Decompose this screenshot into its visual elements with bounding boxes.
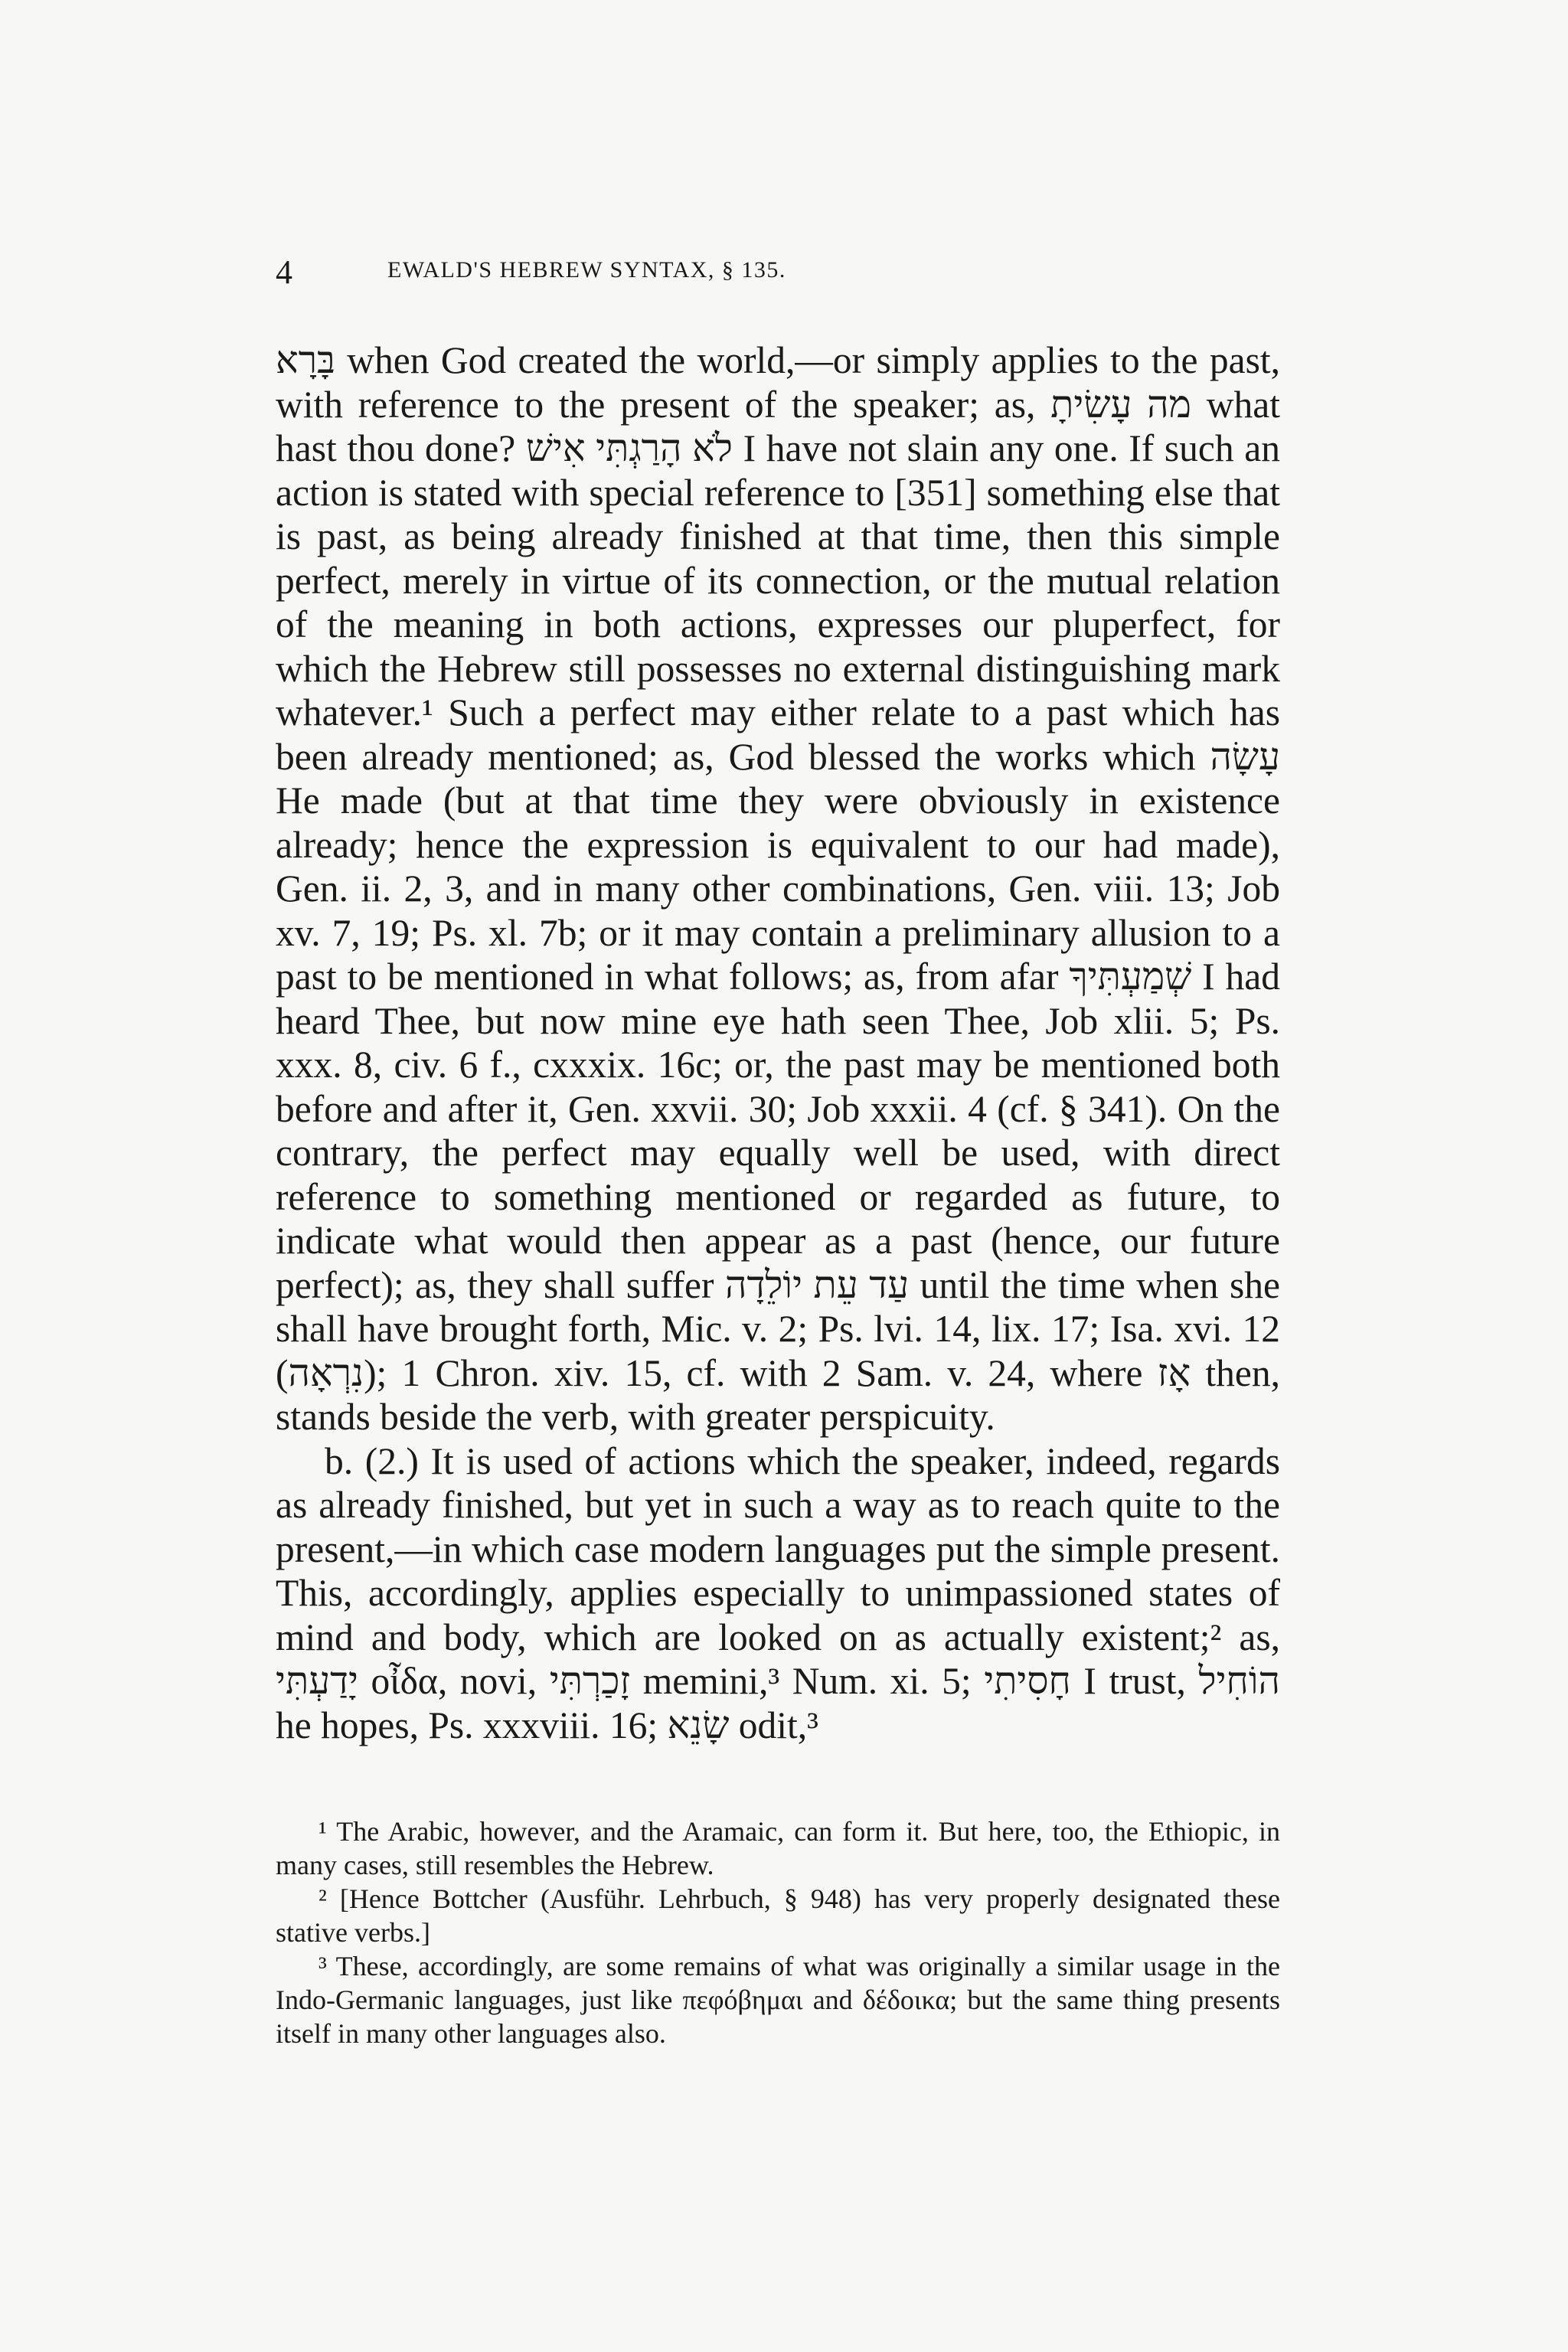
paragraph-a: בָּרָא when God created the world,—or simply applies to the past, with reference to the present of the speaker; as, מה עָשִׂיתָ what hast thou done? לֹא הָרַגְתִּי אִישׁ I have not slain any one. If such an action is stated with special reference to [351] something else that is past, as being already finished at that time, then this simple perfect, merely in virtue of its connection, or the mutual relation of the meaning in both actions, expresses our pluperfect, for which the Hebrew still possesses no external distinguishing mark whatever.¹ Such a perfect may either relate to a past which has been already mentioned; as, God blessed the works which עָשָׂה He made (but at that time they were obviously in existence already; hence the expression is equivalent to our had made), Gen. ii. 2, 3, and in many other combinations, Gen. viii. 13; Job xv. 7, 19; Ps. xl. 7b; or it may contain a preliminary allusion to a past to be mentioned in what follows; as, from afar שְׁמַעְתִּיךָ I had heard Thee, but now mine eye hath seen Thee, Job xlii. 5; Ps. xxx. 8, civ. 6 f., cxxxix. 16c; or, the past may be mentioned both before and after it, Gen. xxvii. 30; Job xxxii. 4 (cf. § 341). On the contrary, the perfect may equally well be used, with direct reference to something mentioned or regarded as future, to indicate what would then appear as a past (hence, our future perfect); as, they shall suffer עַד עֵת יוֹלֵדָה until the time when she shall have brought forth, Mic. v. 2; Ps. lvi. 14, lix. 17; Isa. xvi. 12 (נִרְאָה); 1 Chron. xiv. 15, cf. with 2 Sam. v. 24, where אָז then, stands beside the verb, with greater perspicuity.	[276, 339, 1280, 1438]
footnote-3: ³ These, accordingly, are some remains of what was originally a similar usage in the Indo-Germanic languages, just like πεφόβημαι and δέδοικα; but the same thing presents itself in many other languages also.	[276, 1951, 1280, 2049]
running-header	[276, 253, 1279, 299]
page-number: 4	[276, 253, 294, 291]
footnotes	[276, 1815, 1280, 2050]
body-text	[276, 338, 1280, 1747]
running-title: EWALD'S HEBREW SYNTAX, § 135.	[387, 257, 786, 283]
footnote-1: ¹ The Arabic, however, and the Aramaic, can form it. But here, too, the Ethiopic, in many cases, still resembles the Hebrew.	[276, 1816, 1280, 1880]
footnote-2: ² [Hence Bottcher (Ausführ. Lehrbuch, § 948) has very properly designated these stative verbs.]	[276, 1883, 1280, 1948]
paragraph-b: b. (2.) It is used of actions which the speaker, indeed, regards as already finished, but yet in such a way as to reach quite to the present,—in which case modern languages put the simple present. This, accordingly, applies especially to unimpassioned states of mind and body, which are looked on as actually existent;² as, יָדַעְתִּי οἶδα, novi, זָכַרְתִּי memini,³ Num. xi. 5; חָסִיתִי I trust, הוֹחִיל he hopes, Ps. xxxviii. 16; שָׂנֵא odit,³	[276, 1439, 1280, 1746]
